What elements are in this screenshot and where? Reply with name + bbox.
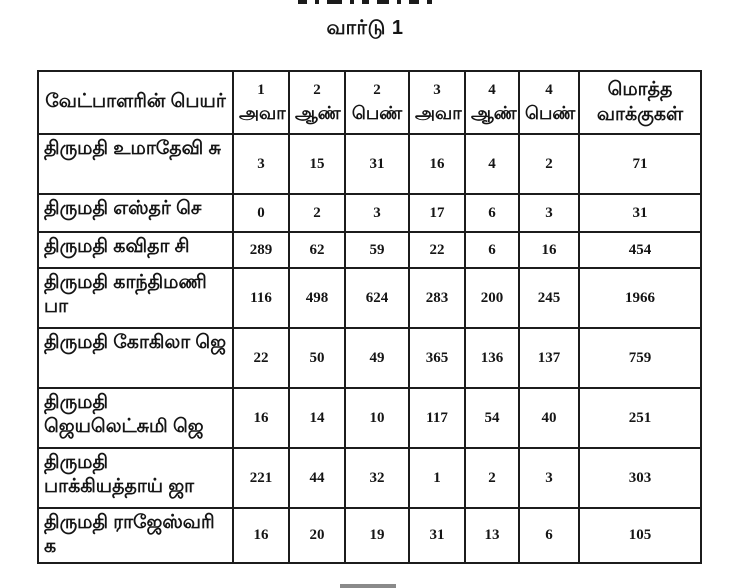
vote-count: 32 bbox=[345, 448, 409, 508]
total-votes: 454 bbox=[579, 232, 701, 268]
vote-count: 0 bbox=[233, 194, 289, 232]
vote-count: 6 bbox=[519, 508, 579, 563]
vote-count: 49 bbox=[345, 328, 409, 388]
candidate-name: திருமதி எஸ்தர் செ bbox=[38, 194, 233, 232]
vote-count: 3 bbox=[519, 194, 579, 232]
clipped-text-top-fragment bbox=[298, 0, 473, 6]
total-votes: 303 bbox=[579, 448, 701, 508]
header-booth-number: 4 bbox=[545, 81, 553, 98]
vote-count: 16 bbox=[233, 388, 289, 448]
vote-count: 4 bbox=[465, 134, 519, 194]
vote-count: 19 bbox=[345, 508, 409, 563]
table-row bbox=[38, 268, 701, 328]
header-booth-number: 4 bbox=[488, 81, 496, 98]
candidate-name: திருமதி பாக்கியத்தாய் ஜா bbox=[38, 448, 233, 508]
table-row bbox=[38, 232, 701, 268]
total-votes: 71 bbox=[579, 134, 701, 194]
table-row bbox=[38, 508, 701, 563]
vote-count: 31 bbox=[345, 134, 409, 194]
table-header-row bbox=[38, 71, 701, 134]
vote-count: 22 bbox=[409, 232, 465, 268]
header-col-2-female bbox=[345, 71, 409, 134]
vote-count: 13 bbox=[465, 508, 519, 563]
vote-count: 283 bbox=[409, 268, 465, 328]
header-booth-label: அவா bbox=[415, 103, 462, 124]
vote-count: 54 bbox=[465, 388, 519, 448]
vote-count: 50 bbox=[289, 328, 345, 388]
vote-count: 136 bbox=[465, 328, 519, 388]
vote-count: 16 bbox=[409, 134, 465, 194]
candidate-name: திருமதி ஜெயலெட்சுமி ஜெ bbox=[38, 388, 233, 448]
header-col-4-male bbox=[465, 71, 519, 134]
total-votes: 251 bbox=[579, 388, 701, 448]
vote-count: 624 bbox=[345, 268, 409, 328]
header-booth-label: பெண் bbox=[525, 103, 576, 124]
vote-count: 221 bbox=[233, 448, 289, 508]
vote-count: 1 bbox=[409, 448, 465, 508]
header-booth-label: ஆண் bbox=[471, 103, 517, 124]
candidate-name: திருமதி ராஜேஸ்வரி க bbox=[38, 508, 233, 563]
total-votes: 759 bbox=[579, 328, 701, 388]
vote-count: 17 bbox=[409, 194, 465, 232]
total-votes: 31 bbox=[579, 194, 701, 232]
vote-count: 6 bbox=[465, 194, 519, 232]
vote-count: 2 bbox=[465, 448, 519, 508]
vote-count: 59 bbox=[345, 232, 409, 268]
vote-count: 3 bbox=[345, 194, 409, 232]
vote-count: 365 bbox=[409, 328, 465, 388]
header-col-2-male bbox=[289, 71, 345, 134]
total-votes: 1966 bbox=[579, 268, 701, 328]
clipped-text-bottom-fragment bbox=[340, 584, 396, 588]
header-booth-label: பெண் bbox=[351, 103, 403, 124]
vote-count: 15 bbox=[289, 134, 345, 194]
candidate-name: திருமதி உமாதேவி சு bbox=[38, 134, 233, 194]
header-booth-label: அவா bbox=[239, 103, 286, 124]
vote-count: 117 bbox=[409, 388, 465, 448]
vote-count: 116 bbox=[233, 268, 289, 328]
header-col-3-ava bbox=[409, 71, 465, 134]
header-booth-number: 2 bbox=[373, 81, 381, 98]
vote-count: 44 bbox=[289, 448, 345, 508]
vote-count: 137 bbox=[519, 328, 579, 388]
vote-count: 245 bbox=[519, 268, 579, 328]
vote-count: 289 bbox=[233, 232, 289, 268]
table-row bbox=[38, 448, 701, 508]
vote-count: 22 bbox=[233, 328, 289, 388]
header-col-1-ava bbox=[233, 71, 289, 134]
vote-count: 200 bbox=[465, 268, 519, 328]
total-votes: 105 bbox=[579, 508, 701, 563]
vote-count: 498 bbox=[289, 268, 345, 328]
page-title: வார்டு 1 bbox=[326, 17, 404, 39]
header-candidate-name: வேட்பாளரின் பெயர் bbox=[38, 71, 233, 134]
vote-count: 16 bbox=[233, 508, 289, 563]
vote-count: 3 bbox=[233, 134, 289, 194]
vote-count: 2 bbox=[289, 194, 345, 232]
vote-count: 16 bbox=[519, 232, 579, 268]
table-row bbox=[38, 194, 701, 232]
table-row bbox=[38, 134, 701, 194]
vote-count: 10 bbox=[345, 388, 409, 448]
candidate-name: திருமதி கவிதா சி bbox=[38, 232, 233, 268]
header-booth-number: 2 bbox=[313, 81, 321, 98]
vote-count: 6 bbox=[465, 232, 519, 268]
vote-count: 14 bbox=[289, 388, 345, 448]
vote-count: 40 bbox=[519, 388, 579, 448]
candidate-name: திருமதி கோகிலா ஜெ bbox=[38, 328, 233, 388]
header-booth-number: 1 bbox=[257, 81, 265, 98]
vote-count: 2 bbox=[519, 134, 579, 194]
vote-count: 3 bbox=[519, 448, 579, 508]
candidate-name: திருமதி காந்திமணி பா bbox=[38, 268, 233, 328]
header-col-4-female bbox=[519, 71, 579, 134]
vote-count: 62 bbox=[289, 232, 345, 268]
vote-count: 20 bbox=[289, 508, 345, 563]
vote-count: 31 bbox=[409, 508, 465, 563]
header-total-votes: மொத்த வாக்குகள் bbox=[579, 71, 701, 134]
table-row bbox=[38, 388, 701, 448]
header-booth-number: 3 bbox=[433, 81, 441, 98]
table-row bbox=[38, 328, 701, 388]
vote-results-table bbox=[37, 70, 702, 564]
header-booth-label: ஆண் bbox=[295, 103, 341, 124]
